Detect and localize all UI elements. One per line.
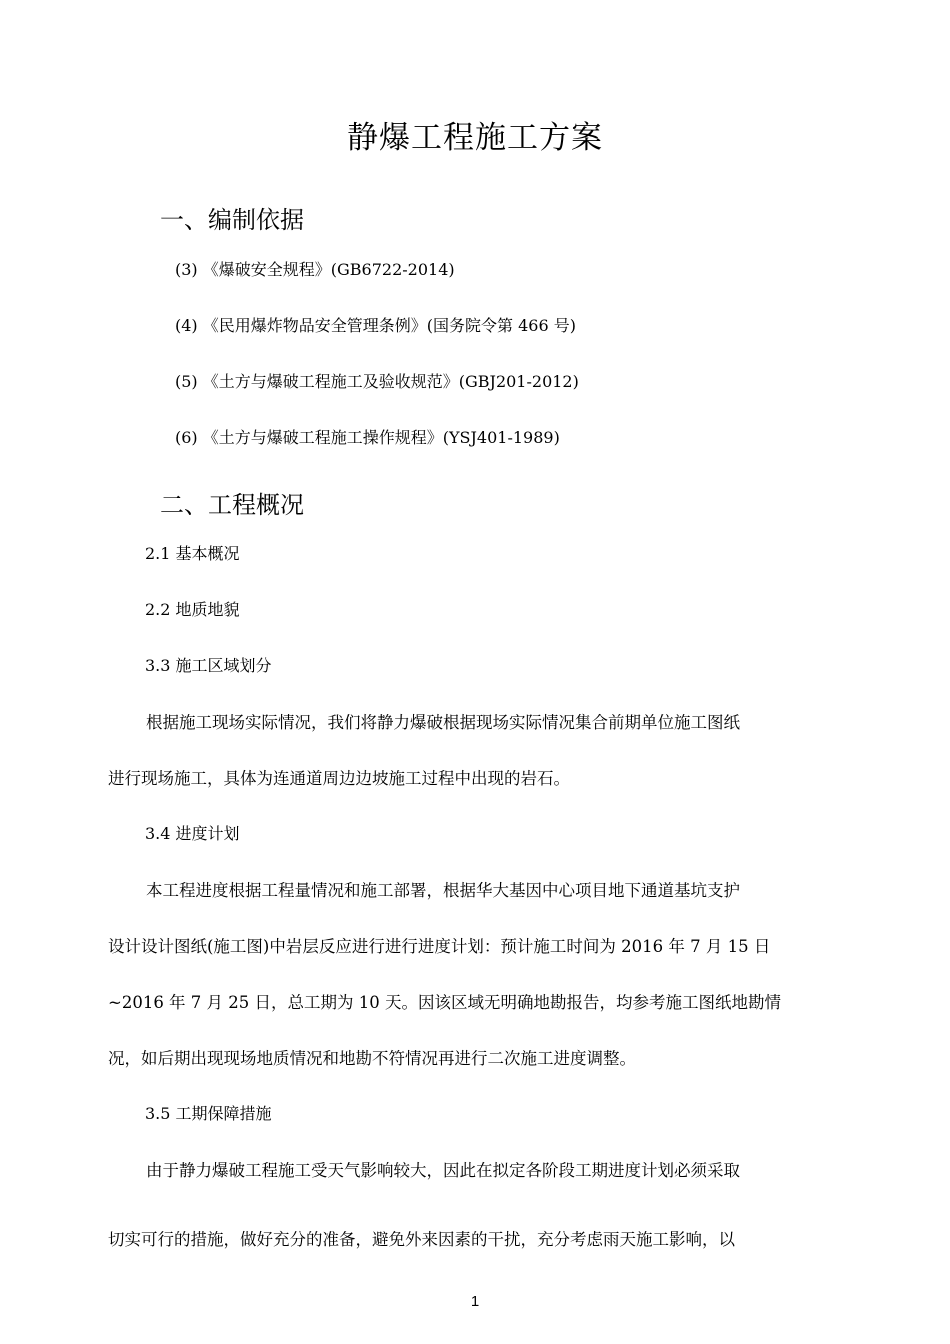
paragraph-line: ~2016 年 7 月 25 日，总工期为 10 天。因该区域无明确地勘报告，均参考施工图纸地勘情 xyxy=(108,993,782,1012)
reference-item: (3) 《爆破安全规程》(GB6722-2014) xyxy=(175,260,455,279)
section-heading-overview: 二、工程概况 xyxy=(160,491,304,519)
subsection-heading: 2.2 地质地貌 xyxy=(145,600,240,619)
paragraph-line: 设计设计图纸(施工图)中岩层反应进行进行进度计划：预计施工时间为 2016 年 7 月 15 日 xyxy=(108,937,771,956)
reference-item: (4) 《民用爆炸物品安全管理条例》(国务院令第 466 号) xyxy=(175,316,576,335)
page-number: 1 xyxy=(470,1293,480,1310)
subsection-heading: 3.3 施工区域划分 xyxy=(145,656,272,675)
section-heading-basis: 一、编制依据 xyxy=(160,206,304,234)
paragraph-line: 况，如后期出现现场地质情况和地勘不符情况再进行二次施工进度调整。 xyxy=(108,1049,636,1068)
paragraph-line: 由于静力爆破工程施工受天气影响较大，因此在拟定各阶段工期进度计划必须采取 xyxy=(146,1161,740,1180)
paragraph-line: 本工程进度根据工程量情况和施工部署，根据华大基因中心项目地下通道基坑支护 xyxy=(146,881,740,900)
document-title: 静爆工程施工方案 xyxy=(347,120,603,156)
paragraph-line: 切实可行的措施，做好充分的准备，避免外来因素的干扰，充分考虑雨天施工影响，以 xyxy=(108,1230,735,1249)
paragraph-line: 进行现场施工，具体为连通道周边边坡施工过程中出现的岩石。 xyxy=(108,769,570,788)
reference-item: (6) 《土方与爆破工程施工操作规程》(YSJ401-1989) xyxy=(175,428,560,447)
subsection-heading: 2.1 基本概况 xyxy=(145,544,240,563)
reference-item: (5) 《土方与爆破工程施工及验收规范》(GBJ201-2012) xyxy=(175,372,579,391)
subsection-heading: 3.5 工期保障措施 xyxy=(145,1104,272,1123)
paragraph-line: 根据施工现场实际情况，我们将静力爆破根据现场实际情况集合前期单位施工图纸 xyxy=(146,713,740,732)
subsection-heading: 3.4 进度计划 xyxy=(145,824,240,843)
